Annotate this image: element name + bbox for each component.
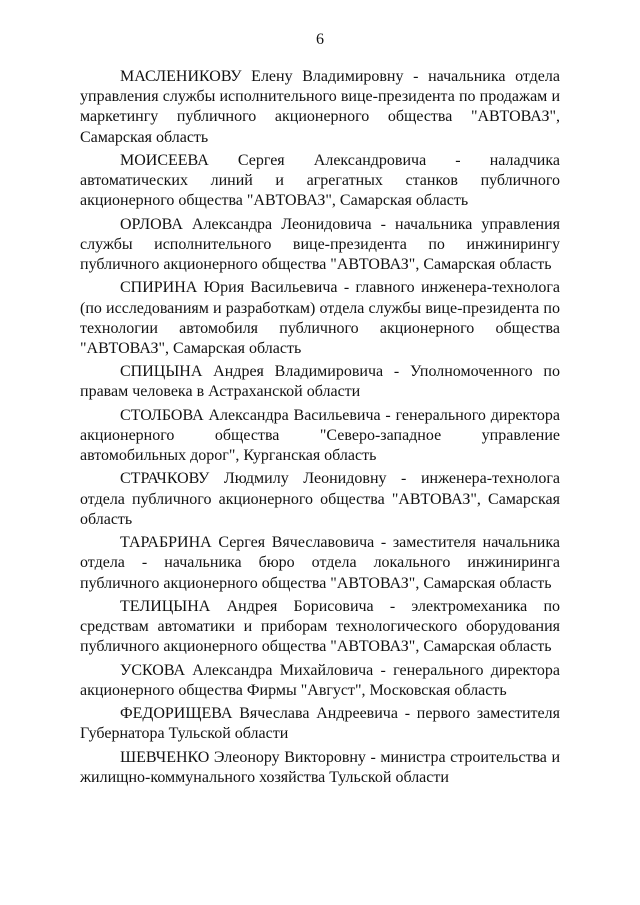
list-entry-spirin: СПИРИНА Юрия Васильевича - главного инженера-технолога (по исследованиям и разработкам) отдела службы вице-президента по технологии автомобиля публичного акционерного общества "АВТОВАЗ", Самарская область (80, 279, 560, 357)
list-entry-fedorishchev: ФЕДОРИЩЕВА Вячеслава Андреевича - первого заместителя Губернатора Тульской области (80, 705, 560, 743)
list-entry-moiseev: МОИСЕЕВА Сергея Александровича - наладчика автоматических линий и агрегатных станков публичного акционерного общества "АВТОВАЗ", Самарская область (80, 151, 560, 210)
list-entry-uskov: УСКОВА Александра Михайловича - генерального директора акционерного общества Фирмы "Август", Московская область (80, 661, 560, 699)
list-entry-orlov: ОРЛОВА Александра Леонидовича - начальника управления службы исполнительного вице-президента по инжинирингу публичного акционерного общества "АВТОВАЗ", Самарская область (80, 215, 560, 274)
list-entry-stolbov: СТОЛБОВА Александра Васильевича - генерального директора акционерного общества "Северо-западное управление автомобильных дорог", Курганская область (80, 406, 560, 465)
page-number: 6 (316, 31, 324, 48)
award-list (80, 67, 560, 791)
list-entry-spitsyn: СПИЦЫНА Андрея Владимировича - Уполномоченного по правам человека в Астраханской области (80, 363, 560, 401)
list-entry-telitsyn: ТЕЛИЦЫНА Андрея Борисовича - электромеханика по средствам автоматики и приборам технологического оборудования публичного акционерного общества "АВТОВАЗ", Самарская область (80, 597, 560, 656)
list-entry-shevchenko: ШЕВЧЕНКО Элеонору Викторовну - министра строительства и жилищно-коммунального хозяйства Тульской области (80, 748, 560, 786)
list-entry-masleníkova: МАСЛЕНИКОВУ Елену Владимировну - начальника отдела управления службы исполнительного вице-президента по продажам и маркетингу публичного акционерного общества "АВТОВАЗ", Самарская область (80, 68, 560, 146)
list-entry-strachkova: СТРАЧКОВУ Людмилу Леонидовну - инженера-технолога отдела публичного акционерного общества "АВТОВАЗ", Самарская область (80, 470, 560, 528)
list-entry-tarabrin: ТАРАБРИНА Сергея Вячеславовича - заместителя начальника отдела - начальника бюро отдела локального инжиниринга публичного акционерного общества "АВТОВАЗ", Самарская область (80, 534, 560, 592)
